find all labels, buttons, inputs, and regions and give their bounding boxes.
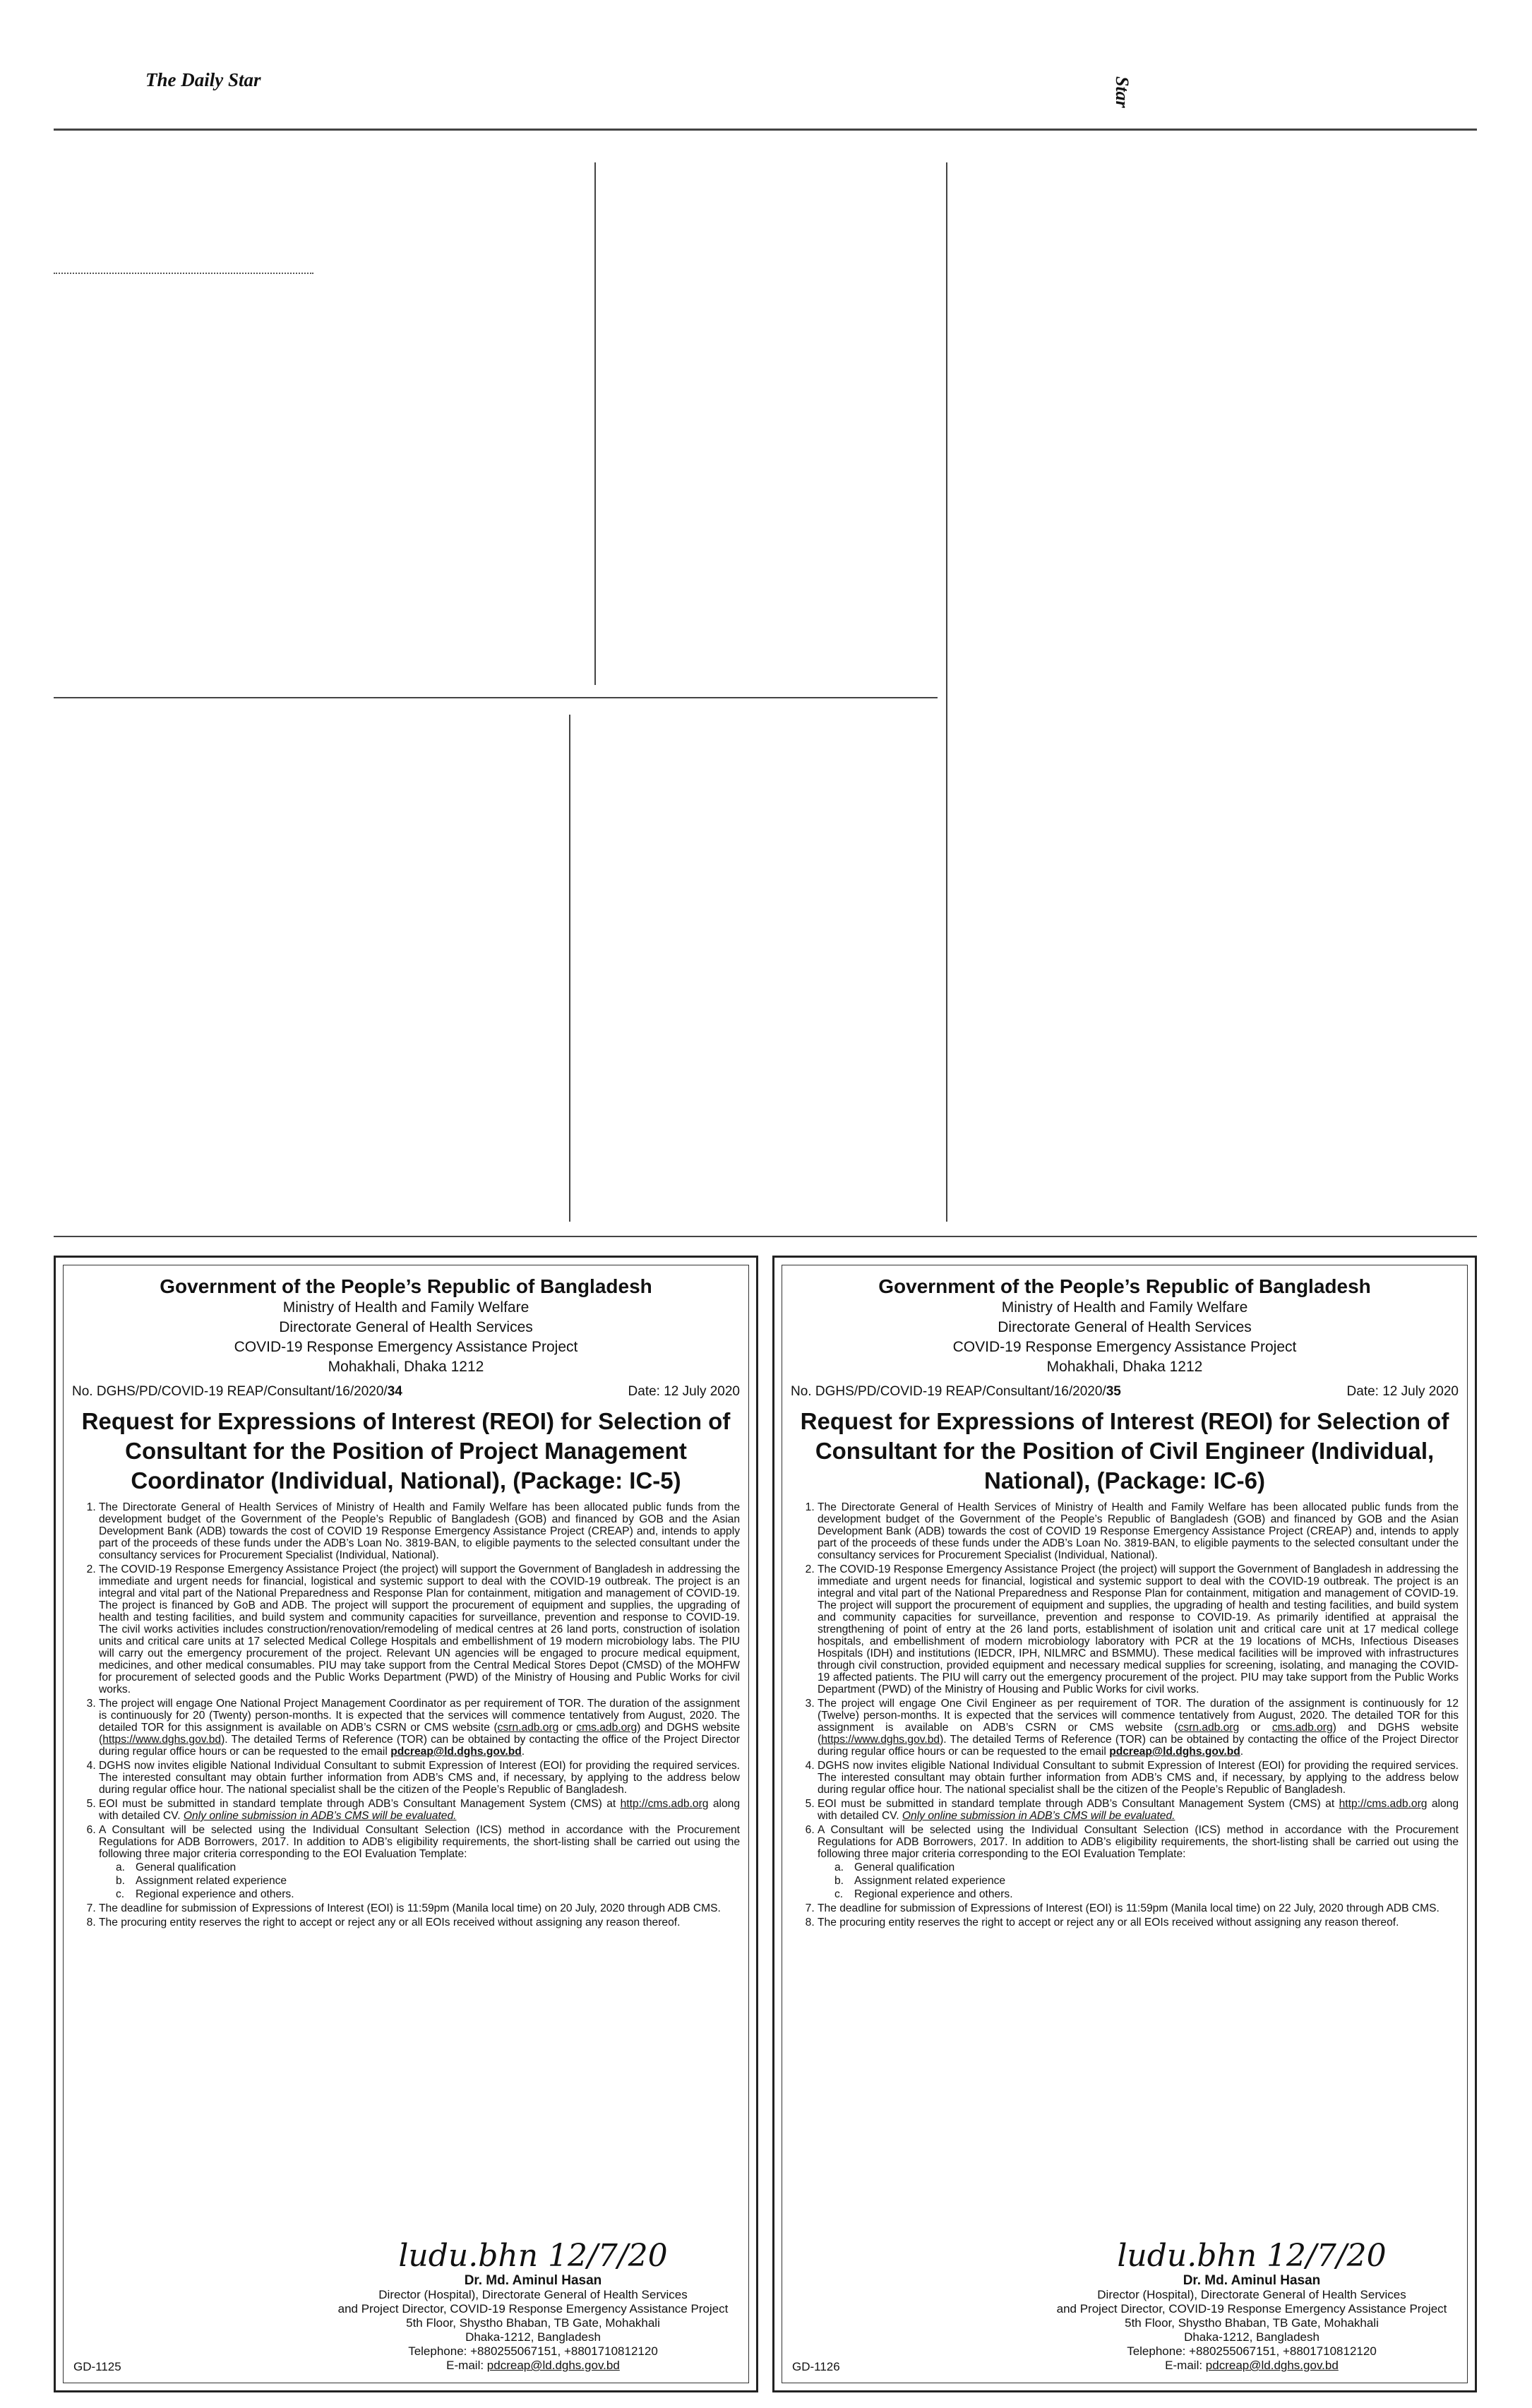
signature-block — [332, 2239, 734, 2373]
notice-header — [782, 1275, 1467, 1377]
masthead-mark: Star — [1112, 76, 1132, 108]
handwritten-signature: ludu.bhn 12/7/20 — [1117, 2238, 1387, 2274]
reference-number: No. DGHS/PD/COVID-19 REAP/Consultant/16/2020/34 — [72, 1384, 402, 1399]
reference-number: No. DGHS/PD/COVID-19 REAP/Consultant/16/2020/35 — [791, 1384, 1121, 1399]
criterion: a. General qualification — [834, 1861, 955, 1873]
cms-link[interactable]: cms.adb.org — [576, 1722, 638, 1734]
signer-address: 5th Floor, Shystho Bhaban, TB Gate, Mohakhali — [406, 2316, 660, 2330]
column-rule — [569, 715, 570, 1222]
paragraph-1: 1. The Directorate General of Health Services of Ministry of Health and Family Welfare has been allocated public funds from the development budget of the Government of the People’s Republic of Bangladesh (GOB) and financed by GOB and the Asian Development Bank (ADB) towards the cost of COVID 19 Response Emergency Assistance Project (CREAP) and, intends to apply part of the proceeds of these funds under the ADB’s Loan No. 3819-BAN, to eligible payments to the selected consultant under the consultancy services for Procurement Specialist (Individual, National). — [818, 1501, 1459, 1561]
paragraph-7: 7. The deadline for submission of Expressions of Interest (EOI) is 11:59pm (Manila local time) on 22 July, 2020 through ADB CMS. — [818, 1902, 1459, 1914]
signer-name: Dr. Md. Aminul Hasan — [1183, 2273, 1321, 2288]
paragraph-6: 6. A Consultant will be selected using the Individual Consultant Selection (ICS) method in accordance with the Procurement Regulations for ADB Borrowers, 2017. In addition to ADB’s eligibility requirements, the short-listing shall be carried out using the following three major criteria corresponding to the EOI Evaluation Template: a. General qualification b. Assignment related experience c. Regional experience and others. — [99, 1824, 740, 1900]
criteria-list — [99, 1861, 740, 1900]
criterion: b. Assignment related experience — [116, 1875, 287, 1887]
signer-title: Director (Hospital), Directorate General of Health Services — [1097, 2288, 1406, 2301]
notice-frame — [782, 1265, 1468, 2383]
header-rule — [54, 129, 1477, 131]
tender-notice-ic6 — [772, 1256, 1477, 2392]
masthead-logo: The Daily Star — [145, 69, 261, 90]
handwritten-signature: ludu.bhn 12/7/20 — [398, 2238, 668, 2274]
criteria-list — [818, 1861, 1459, 1900]
office-address: Mohakhali, Dhaka 1212 — [1046, 1359, 1203, 1375]
criterion: c. Regional experience and others. — [834, 1888, 1013, 1900]
column-rule — [594, 162, 596, 685]
notice-date: Date: 12 July 2020 — [1346, 1384, 1459, 1399]
office-address: Mohakhali, Dhaka 1212 — [328, 1359, 484, 1375]
paragraph-5: 5. EOI must be submitted in standard template through ADB’s Consultant Management System (CMS) at http://cms.adb.org along with detailed CV. Only online submission in ADB’s CMS will be evaluated. — [818, 1798, 1459, 1822]
csrn-link[interactable]: csrn.adb.org — [497, 1722, 559, 1734]
gd-number: GD-1126 — [792, 2360, 840, 2373]
notice-frame — [63, 1265, 749, 2383]
paragraph-1: 1. The Directorate General of Health Services of Ministry of Health and Family Welfare has been allocated public funds from the development budget of the Government of the People’s Republic of Bangladesh (GOB) and financed by GOB and the Asian Development Bank (ADB) towards the cost of COVID 19 Response Emergency Assistance Project (CREAP) and, intends to apply part of the proceeds of these funds under the ADB’s Loan No. 3819-BAN, to eligible payments to the selected consultant under the consultancy services for Procurement Specialist (Individual, National). — [99, 1501, 740, 1561]
tender-notice-ic5 — [54, 1256, 758, 2392]
signer-email: E-mail: pdcreap@ld.dghs.gov.bd — [446, 2359, 620, 2372]
email-link[interactable]: pdcreap@ld.dghs.gov.bd — [1205, 2359, 1339, 2372]
submission-note: Only online submission in ADB’s CMS will be evaluated. — [183, 1810, 457, 1822]
submission-note: Only online submission in ADB’s CMS will be evaluated. — [902, 1810, 1175, 1822]
signer-title: Director (Hospital), Directorate General of Health Services — [378, 2288, 688, 2301]
column-rule — [946, 162, 947, 1222]
signature-block — [1051, 2239, 1453, 2373]
email-link[interactable]: pdcreap@ld.dghs.gov.bd — [1109, 1746, 1240, 1758]
signer-phone: Telephone: +880255067151, +8801710812120 — [1127, 2344, 1377, 2358]
csrn-link[interactable]: csrn.adb.org — [1178, 1722, 1240, 1734]
paragraph-4: 4. DGHS now invites eligible National Individual Consultant to submit Expression of Interest (EOI) for providing the required services. The interested consultant may obtain further information from ADB’s CMS and, if necessary, by applying to the address below during regular office hour. The national specialist shall be the citizen of the People’s Republic of Bangladesh. — [818, 1760, 1459, 1796]
email-link[interactable]: pdcreap@ld.dghs.gov.bd — [390, 1746, 522, 1758]
criterion: b. Assignment related experience — [834, 1875, 1006, 1887]
cms-link[interactable]: cms.adb.org — [1271, 1722, 1333, 1734]
signer-email: E-mail: pdcreap@ld.dghs.gov.bd — [1165, 2359, 1339, 2372]
paragraph-7: 7. The deadline for submission of Expressions of Interest (EOI) is 11:59pm (Manila local time) on 20 July, 2020 through ADB CMS. — [99, 1902, 740, 1914]
directorate: Directorate General of Health Services — [998, 1319, 1252, 1335]
signer-name: Dr. Md. Aminul Hasan — [464, 2273, 602, 2288]
ministry: Ministry of Health and Family Welfare — [282, 1299, 529, 1316]
dghs-link[interactable]: https://www.dghs.gov.bd — [821, 1734, 940, 1746]
notice-title: Request for Expressions of Interest (REOI) for Selection of Consultant for the Position of Civil Engineer (Individual, National), (Package: IC-6) — [800, 1408, 1449, 1494]
cms-link[interactable]: http://cms.adb.org — [1339, 1798, 1428, 1810]
paragraph-5: 5. EOI must be submitted in standard template through ADB’s Consultant Management System (CMS) at http://cms.adb.org along with detailed CV. Only online submission in ADB’s CMS will be evaluated. — [99, 1798, 740, 1822]
signer-address: 5th Floor, Shystho Bhaban, TB Gate, Mohakhali — [1125, 2316, 1379, 2330]
reference-line — [791, 1384, 1459, 1400]
email-link[interactable]: pdcreap@ld.dghs.gov.bd — [486, 2359, 620, 2372]
section-rule — [54, 697, 938, 698]
dghs-link[interactable]: https://www.dghs.gov.bd — [102, 1734, 222, 1746]
signer-city: Dhaka-1212, Bangladesh — [1184, 2330, 1319, 2344]
signer-city: Dhaka-1212, Bangladesh — [465, 2330, 601, 2344]
ministry: Ministry of Health and Family Welfare — [1001, 1299, 1248, 1316]
notice-header — [64, 1275, 748, 1377]
signer-role: and Project Director, COVID-19 Response Emergency Assistance Project — [337, 2302, 729, 2315]
notice-date: Date: 12 July 2020 — [628, 1384, 740, 1399]
government-title: Government of the People’s Republic of Bangladesh — [878, 1275, 1371, 1297]
signer-role: and Project Director, COVID-19 Response Emergency Assistance Project — [1056, 2302, 1447, 2315]
signer-phone: Telephone: +880255067151, +8801710812120 — [408, 2344, 658, 2358]
gd-number: GD-1125 — [73, 2360, 121, 2373]
cms-link[interactable]: http://cms.adb.org — [620, 1798, 709, 1810]
notice-body — [791, 1501, 1459, 1929]
section-rule — [54, 1236, 1477, 1237]
paragraph-2: 2. The COVID-19 Response Emergency Assistance Project (the project) will support the Government of Bangladesh in addressing the immediate and urgent needs for financial, logistical and systemic support to deal with the COVID-19 outbreak. The project is an integral and vital part of the National Preparedness and Response Plan for containment, mitigation and management of COVID-19. The project is financed by GoB and ADB. The project will support the procurement of equipment and supplies, the upgrading of health and testing facilities, and build system and community capacities for surveillance, prevention and response to COVID-19. The civil works activities includes construction/renovation/remodeling of medical centres at 26 land ports, construction of isolation units and critical care units at 17 selected Medical College Hospitals and embellishment of 19 modern microbiology labs. The PIU will carry out the emergency procurement of the project. Relevant UN agencies will be engaged to procure medical equipment, medicines, and other medical consumables. PIU may take support from the Central Medical Stores Depot (CMSD) of the MOHFW for procurement of selected goods and the Public Works Department (PWD) of the Ministry of Housing and Public Works for civil works. — [99, 1563, 740, 1695]
criterion: a. General qualification — [116, 1861, 237, 1873]
government-title: Government of the People’s Republic of Bangladesh — [160, 1275, 652, 1297]
paragraph-2: 2. The COVID-19 Response Emergency Assistance Project (the project) will support the Government of Bangladesh in addressing the immediate and urgent needs for financial, logistical and systemic support to deal with the COVID-19 outbreak. The project is an integral and vital part of the National Preparedness and Response Plan for containment, mitigation and management of COVID-19. The project will support the procurement of equipment and supplies, the upgrading of health and testing facilities, and build system and community capacities for surveillance, prevention and response to COVID-19. As primarily identified at appraisal the strengthening of point of entry at the 26 land ports, establishment of isolation unit and critical care unit at 17 medical college hospitals, and embellishment of modern microbiology laboratory with PCR at the 19 locations of MCHs, Infectious Diseases Hospitals (IDH) and institutions (IEDCR, IPH, NILMRC and BSMMU). These medical facilities will be improved with infrastructures through civil construction, provided equipment and necessary medical supplies for screening, isolating, and managing the COVID-19 affected patients. The PIU will carry out the emergency procurement of the project. PIU may take support from the Public Works Department (PWD) of the Ministry of Housing and Public Works for civil works. — [818, 1563, 1459, 1695]
notice-body — [72, 1501, 740, 1929]
paragraph-3: 3. The project will engage One National Project Management Coordinator as per requirement of TOR. The duration of the assignment is continuously for 20 (Twenty) person-months. It is expected that the services will commence tentatively from August, 2020. The detailed TOR for this assignment is available on ADB’s CSRN or CMS website (csrn.adb.org or cms.adb.org) and DGHS website (https://www.dghs.gov.bd). The detailed Terms of Reference (TOR) can be obtained by contacting the office of the Project Director during regular office hours or can be requested to the email pdcreap@ld.dghs.gov.bd. — [99, 1698, 740, 1758]
paragraph-8: 8. The procuring entity reserves the right to accept or reject any or all EOIs received without assigning any reason thereof. — [818, 1917, 1459, 1929]
directorate: Directorate General of Health Services — [279, 1319, 533, 1335]
criterion: c. Regional experience and others. — [116, 1888, 294, 1900]
notice-title: Request for Expressions of Interest (REOI) for Selection of Consultant for the Position of Project Management Coordinator (Individual, National), (Package: IC-5) — [81, 1408, 731, 1494]
project-name: COVID-19 Response Emergency Assistance Project — [234, 1339, 578, 1355]
paragraph-4: 4. DGHS now invites eligible National Individual Consultant to submit Expression of Interest (EOI) for providing the required services. The interested consultant may obtain further information from ADB’s CMS and, if necessary, by applying to the address below during regular office hour. The national specialist shall be the citizen of the People’s Republic of Bangladesh. — [99, 1760, 740, 1796]
project-name: COVID-19 Response Emergency Assistance Project — [952, 1339, 1297, 1355]
paragraph-3: 3. The project will engage One Civil Engineer as per requirement of TOR. The duration of the assignment is continuously for 12 (Twelve) person-months. It is expected that the services will commence tentatively from August, 2020. The detailed TOR for this assignment is available on ADB’s CSRN or CMS website (csrn.adb.org or cms.adb.org) and DGHS website (https://www.dghs.gov.bd). The detailed Terms of Reference (TOR) can be obtained by contacting the office of the Project Director during regular office hours or can be requested to the email pdcreap@ld.dghs.gov.bd. — [818, 1698, 1459, 1758]
reference-line — [72, 1384, 740, 1400]
paragraph-8: 8. The procuring entity reserves the right to accept or reject any or all EOIs received without assigning any reason thereof. — [99, 1917, 740, 1929]
paragraph-6: 6. A Consultant will be selected using the Individual Consultant Selection (ICS) method in accordance with the Procurement Regulations for ADB Borrowers, 2017. In addition to ADB’s eligibility requirements, the short-listing shall be carried out using the following three major criteria corresponding to the EOI Evaluation Template: a. General qualification b. Assignment related experience c. Regional experience and others. — [818, 1824, 1459, 1900]
dotted-rule — [54, 273, 313, 274]
